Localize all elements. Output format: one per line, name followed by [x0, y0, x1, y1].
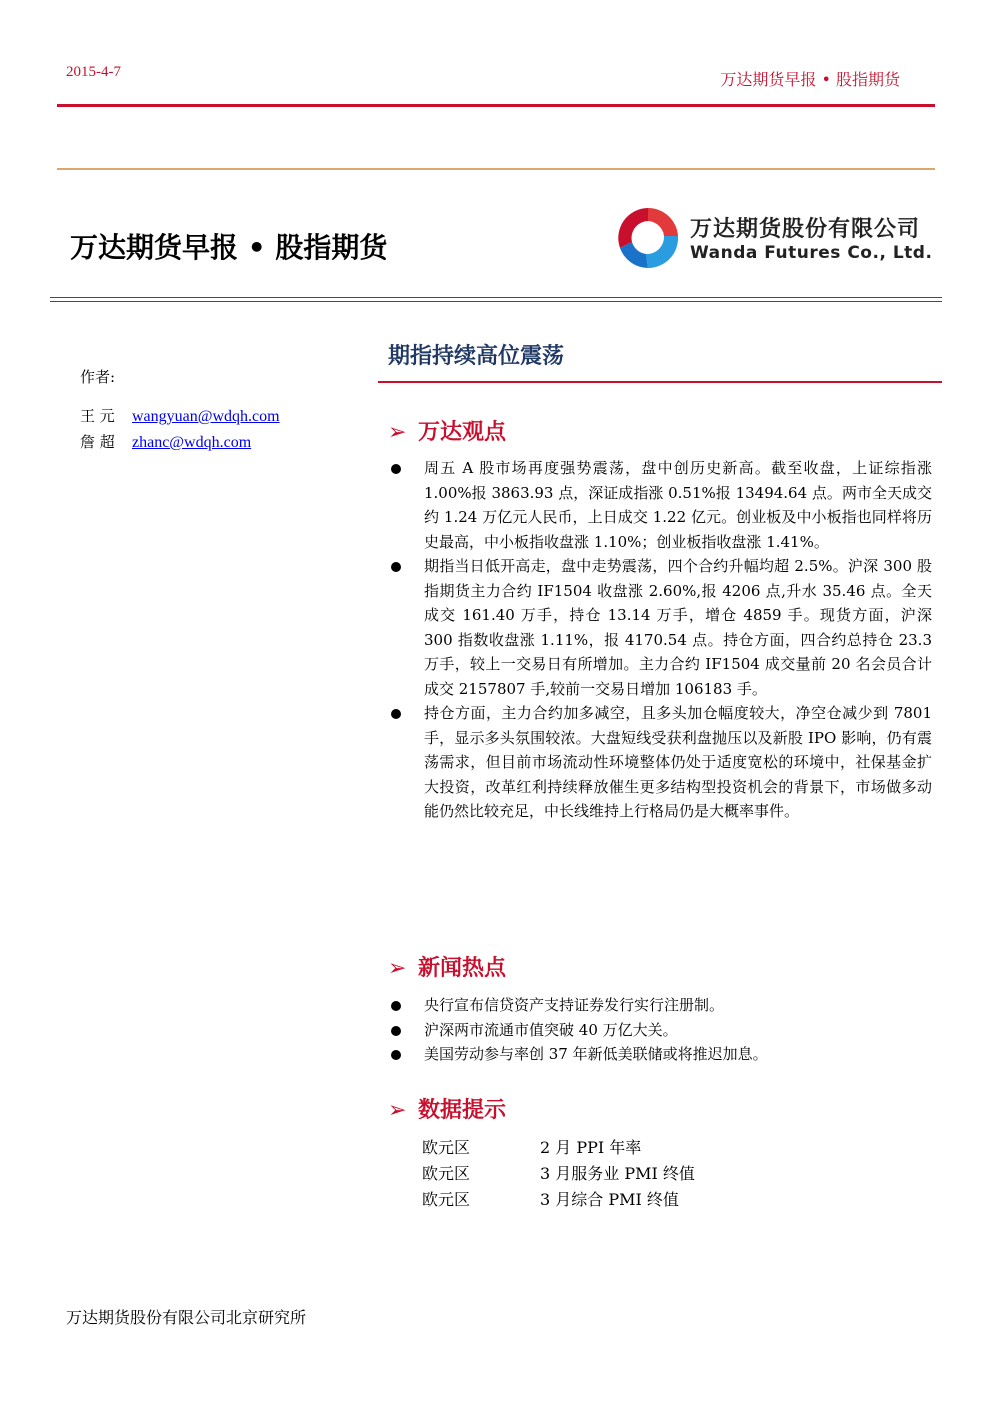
list-item [388, 993, 932, 1018]
list-item [388, 456, 932, 554]
section-title: 数据提示 [418, 1098, 507, 1123]
list-item-text: 美国劳动参与率创 37 年新低美联储或将推迟加息。 [424, 1045, 768, 1063]
author-name: 王 元 [80, 407, 115, 425]
author-label: 作者: [80, 368, 116, 386]
bullet-icon [391, 464, 401, 474]
list-item [388, 1042, 932, 1067]
list-item [388, 554, 932, 701]
logo-name-en: Wanda Futures Co., Ltd. [690, 243, 933, 263]
header-report-name: 万达期货早报 • 股指期货 [720, 70, 900, 89]
article-title-divider [378, 381, 942, 383]
bullet-icon [391, 1026, 401, 1036]
article-title: 期指持续高位震荡 [388, 344, 565, 369]
list-item [388, 701, 932, 824]
table-cell-region: 欧元区 [422, 1190, 471, 1209]
table-cell-region: 欧元区 [422, 1164, 471, 1183]
chevron-right-icon: ➢ [388, 956, 407, 981]
section-title: 万达观点 [418, 420, 507, 445]
table-cell-item: 3 月综合 PMI 终值 [540, 1190, 679, 1209]
header-date: 2015-4-7 [66, 64, 121, 80]
chevron-right-icon: ➢ [388, 420, 407, 445]
author-email-link[interactable]: wangyuan@wdqh.com [132, 408, 280, 425]
bullet-icon [391, 562, 401, 572]
section-heading-data [388, 1093, 506, 1124]
table-row [422, 1161, 695, 1187]
list-item-text: 持仓方面，主力合约加多减空，且多头加仓幅度较大，净空仓减少到 7801 手，显示多头氛围较浓。大盘短线受获利盘抛压以及新股 IPO 影响，仍有震荡需求，但目前市场流动性环境整体仍处于适度宽松的环境中，社保基金扩大投资，改革红利持续释放催生更多结构型投资机会的背景下，市场做多动能仍然比较充足，中长线维持上行格局仍是大概率事件。 [424, 704, 932, 820]
bullet-icon [391, 1001, 401, 1011]
table-row [422, 1135, 695, 1161]
title-divider-bottom [50, 301, 942, 302]
table-cell-item: 2 月 PPI 年率 [540, 1138, 642, 1157]
title-divider-top [50, 297, 942, 298]
author-row [80, 405, 280, 426]
section-heading-news [388, 951, 506, 982]
list-item-text: 期指当日低开高走，盘中走势震荡，四个合约升幅均超 2.5%。沪深 300 股指期货主力合约 IF1504 收盘涨 2.60%,报 4206 点,升水 35.46 点。全天成交 161.40 万手，持仓 13.14 万手，增仓 4859 手。现货方面，沪深 300 指数收盘涨 1.11%，报 4170.54 点。持仓方面，四合约总持仓 23.3 万手，较上一交易日有所增加。主力合约 IF1504 成交量前 20 名会员合计成交 2157807 手,较前一交易日增加 106183 手。 [424, 557, 932, 698]
list-item [388, 1018, 932, 1043]
bullet-icon [391, 1050, 401, 1060]
gold-divider [57, 168, 935, 170]
table-row [422, 1187, 695, 1213]
table-cell-region: 欧元区 [422, 1138, 471, 1157]
bullet-icon [391, 709, 401, 719]
author-email-link[interactable]: zhanc@wdqh.com [132, 434, 252, 451]
author-row [80, 431, 251, 452]
section-heading-view [388, 415, 506, 446]
header-divider [57, 104, 935, 107]
wanda-logo-icon [612, 202, 684, 274]
data-calendar-table [422, 1135, 695, 1213]
table-cell-item: 3 月服务业 PMI 终值 [540, 1164, 695, 1183]
list-item-text: 沪深两市流通市值突破 40 万亿大关。 [424, 1020, 678, 1039]
page-title: 万达期货早报 • 股指期货 [70, 231, 388, 264]
list-item-text: 周五 A 股市场再度强势震荡，盘中创历史新高。截至收盘，上证综指涨 1.00%报 3863.93 点，深证成指涨 0.51%报 13494.64 点。两市全天成交约 1.24 万亿元人民币，上日成交 1.22 亿元。创业板及中小板指也同样将历史最高，中小板指收盘涨 1.10%；创业板指收盘涨 1.41%。 [424, 459, 932, 551]
logo-name-cn: 万达期货股份有限公司 [690, 217, 921, 242]
section-title: 新闻热点 [418, 956, 507, 981]
footer-organization: 万达期货股份有限公司北京研究所 [66, 1308, 307, 1327]
view-bullet-list [388, 456, 932, 824]
author-name: 詹 超 [80, 433, 115, 451]
chevron-right-icon: ➢ [388, 1098, 407, 1123]
news-bullet-list [388, 993, 932, 1067]
list-item-text: 央行宣布信贷资产支持证券发行实行注册制。 [424, 996, 725, 1014]
